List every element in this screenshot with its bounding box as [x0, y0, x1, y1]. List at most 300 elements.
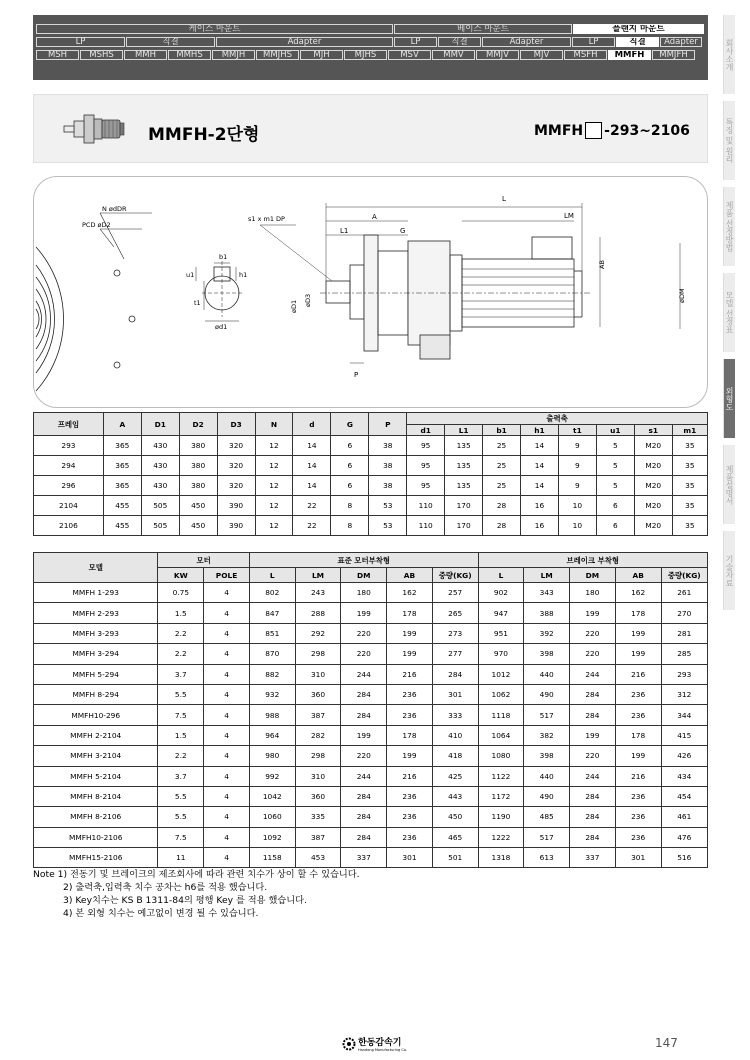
- col-header-kw: KW: [158, 568, 204, 583]
- nav-model-mjhs[interactable]: MJHS: [344, 50, 387, 60]
- table-cell: 12: [255, 496, 293, 516]
- table-cell: 53: [369, 496, 407, 516]
- frame-row: [34, 476, 708, 496]
- label-l: L: [502, 195, 506, 203]
- col-header-d3: D3: [217, 413, 255, 436]
- table-cell: 5.5: [158, 684, 204, 704]
- table-cell: 1222: [478, 827, 524, 847]
- table-cell: 284: [570, 684, 616, 704]
- table-cell: 992: [249, 766, 295, 786]
- nav-model-mshs[interactable]: MSHS: [80, 50, 123, 60]
- col-header-d1: D1: [141, 413, 179, 436]
- table-cell: 236: [615, 807, 661, 827]
- table-cell: 443: [432, 786, 478, 806]
- table-cell: 162: [387, 583, 433, 603]
- nav-sub-direct[interactable]: 직결: [438, 37, 481, 47]
- table-cell: 1060: [249, 807, 295, 827]
- frame-row: [34, 456, 708, 476]
- table-cell: 1122: [478, 766, 524, 786]
- table-cell: 199: [387, 644, 433, 664]
- col-header-std-l: L: [249, 568, 295, 583]
- table-cell: 7.5: [158, 827, 204, 847]
- table-cell: 284: [341, 807, 387, 827]
- table-cell: 14: [293, 436, 331, 456]
- col-header-shaft-u1: u1: [596, 425, 634, 436]
- table-cell: 0.75: [158, 583, 204, 603]
- table-cell: 16: [521, 496, 559, 516]
- table-cell: 1158: [249, 848, 295, 868]
- side-tab-technical[interactable]: 기술자료: [723, 531, 735, 610]
- table-cell: 135: [445, 476, 483, 496]
- table-cell: MMFH15-2106: [34, 848, 158, 868]
- side-tab-manual[interactable]: 제품설명서: [723, 445, 735, 524]
- side-view: [320, 235, 590, 359]
- table-cell: 344: [661, 705, 707, 725]
- table-cell: 8: [331, 516, 369, 536]
- table-cell: 1064: [478, 725, 524, 745]
- table-cell: 301: [387, 848, 433, 868]
- table-cell: 5.5: [158, 786, 204, 806]
- table-cell: 28: [483, 516, 521, 536]
- table-cell: MMFH 5-2104: [34, 766, 158, 786]
- table-cell: 135: [445, 456, 483, 476]
- table-cell: 220: [570, 623, 616, 643]
- nav-model-mmjfh[interactable]: MMJFH: [652, 50, 695, 60]
- label-lm: LM: [564, 212, 574, 220]
- table-cell: 392: [524, 623, 570, 643]
- model-row: [34, 746, 708, 766]
- table-cell: 1092: [249, 827, 295, 847]
- table-cell: 281: [661, 623, 707, 643]
- nav-model-mmfh[interactable]: MMFH: [608, 50, 651, 60]
- table-cell: 410: [432, 725, 478, 745]
- table-cell: 236: [387, 827, 433, 847]
- table-cell: 298: [295, 746, 341, 766]
- table-cell: 390: [217, 516, 255, 536]
- table-cell: 1042: [249, 786, 295, 806]
- table-cell: 450: [432, 807, 478, 827]
- brand-name-en: Handong Manufacturing Co.: [358, 1048, 408, 1052]
- table-cell: 970: [478, 644, 524, 664]
- table-cell: 1318: [478, 848, 524, 868]
- technical-drawing: [33, 176, 708, 408]
- table-cell: 10: [558, 496, 596, 516]
- table-cell: 387: [295, 705, 341, 725]
- table-cell: 170: [445, 516, 483, 536]
- flange-face-view: [36, 247, 135, 391]
- table-cell: 312: [661, 684, 707, 704]
- nav-sub-adapter[interactable]: Adapter: [482, 37, 571, 47]
- label-l1: L1: [340, 227, 349, 235]
- table-cell: 244: [341, 664, 387, 684]
- label-s1-m1-dp: s1 x m1 DP: [248, 215, 285, 223]
- table-cell: MMFH 3-2104: [34, 746, 158, 766]
- nav-model-mmjh[interactable]: MMJH: [212, 50, 255, 60]
- table-cell: 2.2: [158, 746, 204, 766]
- table-cell: 38: [369, 476, 407, 496]
- table-cell: 261: [661, 583, 707, 603]
- table-cell: MMFH10-2106: [34, 827, 158, 847]
- table-cell: 4: [204, 766, 250, 786]
- table-cell: 6: [596, 516, 634, 536]
- table-cell: 3.7: [158, 766, 204, 786]
- table-cell: 4: [204, 848, 250, 868]
- table-cell: 9: [558, 436, 596, 456]
- table-cell: 964: [249, 725, 295, 745]
- table-cell: 517: [524, 827, 570, 847]
- nav-group-flange-mount[interactable]: 플랜지 마운트: [573, 24, 704, 34]
- table-cell: MMFH 2-2104: [34, 725, 158, 745]
- side-tab-selection-table[interactable]: 모델 선정표: [723, 273, 735, 352]
- table-cell: 244: [570, 766, 616, 786]
- table-cell: 199: [615, 746, 661, 766]
- model-nav-bar: [33, 15, 708, 80]
- nav-sub-lp[interactable]: LP: [36, 37, 125, 47]
- table-cell: MMFH 3-293: [34, 623, 158, 643]
- table-cell: MMFH 3-294: [34, 644, 158, 664]
- model-row: [34, 705, 708, 725]
- table-cell: 14: [521, 456, 559, 476]
- table-cell: 10: [558, 516, 596, 536]
- table-cell: 199: [570, 725, 616, 745]
- table-cell: 870: [249, 644, 295, 664]
- table-cell: 35: [672, 476, 707, 496]
- table-cell: 516: [661, 848, 707, 868]
- side-tab-list: [723, 15, 750, 617]
- table-cell: 365: [103, 456, 141, 476]
- table-cell: 284: [432, 664, 478, 684]
- col-header-brake-lm: LM: [524, 568, 570, 583]
- table-cell: 110: [407, 516, 445, 536]
- table-cell: 4: [204, 644, 250, 664]
- table-cell: 244: [570, 664, 616, 684]
- side-tab-company[interactable]: 회사소개: [723, 15, 735, 94]
- col-header-n: N: [255, 413, 293, 436]
- table-cell: 220: [341, 644, 387, 664]
- table-cell: 135: [445, 436, 483, 456]
- nav-sub-direct[interactable]: 직결: [616, 37, 659, 47]
- table-cell: MMFH 8-2106: [34, 807, 158, 827]
- table-cell: 947: [478, 603, 524, 623]
- table-cell: 199: [341, 725, 387, 745]
- table-cell: 243: [295, 583, 341, 603]
- table-cell: 390: [217, 496, 255, 516]
- side-tab-selection-method[interactable]: 제품 선정방법: [723, 187, 735, 266]
- note-line: 4) 본 외형 치수는 예고없이 변경 될 수 있습니다.: [63, 908, 259, 919]
- col-header-a: A: [103, 413, 141, 436]
- table-cell: 25: [483, 436, 521, 456]
- col-header-g: G: [331, 413, 369, 436]
- table-cell: 4: [204, 583, 250, 603]
- table-cell: 284: [570, 827, 616, 847]
- col-header-d: d: [293, 413, 331, 436]
- nav-sub-lp[interactable]: LP: [572, 37, 615, 47]
- note-line: Note 1) 전동기 및 브레이크의 제조회사에 따라 관련 치수가 상이 할 수 있습니다.: [33, 869, 360, 880]
- table-cell: 4: [204, 786, 250, 806]
- table-cell: 1118: [478, 705, 524, 725]
- table-cell: 320: [217, 476, 255, 496]
- table-cell: 285: [661, 644, 707, 664]
- table-cell: 453: [295, 848, 341, 868]
- table-cell: 265: [432, 603, 478, 623]
- model-row: [34, 644, 708, 664]
- table-cell: 320: [217, 436, 255, 456]
- table-cell: 398: [524, 644, 570, 664]
- table-cell: 178: [387, 725, 433, 745]
- model-code-blank-box: [585, 122, 602, 139]
- col-header-std-weight: 중량(KG): [432, 568, 478, 583]
- table-cell: 851: [249, 623, 295, 643]
- table-cell: MMFH10-296: [34, 705, 158, 725]
- frame-dimension-table: [33, 412, 708, 536]
- nav-model-mmjv[interactable]: MMJV: [476, 50, 519, 60]
- table-cell: 12: [255, 436, 293, 456]
- table-cell: 434: [661, 766, 707, 786]
- table-cell: 162: [615, 583, 661, 603]
- table-cell: 95: [407, 456, 445, 476]
- table-cell: M20: [634, 476, 672, 496]
- table-cell: 4: [204, 623, 250, 643]
- nav-model-mmhs[interactable]: MMHS: [168, 50, 211, 60]
- table-cell: 517: [524, 705, 570, 725]
- label-a: A: [372, 213, 377, 221]
- table-cell: 440: [524, 766, 570, 786]
- table-cell: 236: [615, 705, 661, 725]
- table-cell: 4: [204, 827, 250, 847]
- table-cell: 426: [661, 746, 707, 766]
- table-cell: 450: [179, 516, 217, 536]
- table-cell: 365: [103, 436, 141, 456]
- table-cell: 310: [295, 664, 341, 684]
- table-cell: 360: [295, 786, 341, 806]
- col-header-model: 모델: [34, 553, 158, 583]
- table-cell: 1.5: [158, 603, 204, 623]
- table-cell: 270: [661, 603, 707, 623]
- table-cell: 6: [331, 436, 369, 456]
- table-cell: 38: [369, 456, 407, 476]
- table-cell: 284: [341, 705, 387, 725]
- table-cell: 14: [293, 476, 331, 496]
- table-cell: 988: [249, 705, 295, 725]
- table-cell: 199: [341, 603, 387, 623]
- table-cell: 505: [141, 496, 179, 516]
- col-header-pole: POLE: [204, 568, 250, 583]
- table-cell: 388: [524, 603, 570, 623]
- table-cell: 2.2: [158, 623, 204, 643]
- table-cell: 216: [615, 664, 661, 684]
- table-cell: 35: [672, 436, 707, 456]
- table-cell: 613: [524, 848, 570, 868]
- table-cell: 5: [596, 456, 634, 476]
- table-cell: 847: [249, 603, 295, 623]
- model-code-prefix: MMFH: [534, 122, 584, 139]
- table-cell: 380: [179, 436, 217, 456]
- model-code: [534, 122, 690, 139]
- table-cell: 310: [295, 766, 341, 786]
- table-cell: 2.2: [158, 644, 204, 664]
- col-header-brake-dm: DM: [570, 568, 616, 583]
- table-cell: 12: [255, 456, 293, 476]
- table-cell: 301: [615, 848, 661, 868]
- table-cell: 11: [158, 848, 204, 868]
- frame-row: [34, 496, 708, 516]
- frame-table-body: [34, 436, 708, 536]
- table-cell: 2106: [34, 516, 104, 536]
- table-cell: 5.5: [158, 807, 204, 827]
- table-cell: 6: [596, 496, 634, 516]
- table-cell: 4: [204, 746, 250, 766]
- table-cell: 398: [524, 746, 570, 766]
- col-header-shaft-s1: s1: [634, 425, 672, 436]
- nav-model-mmv[interactable]: MMV: [432, 50, 475, 60]
- table-cell: 216: [387, 664, 433, 684]
- table-cell: 35: [672, 496, 707, 516]
- model-row: [34, 786, 708, 806]
- nav-sub-lp[interactable]: LP: [394, 37, 437, 47]
- table-cell: 6: [331, 456, 369, 476]
- table-cell: 337: [570, 848, 616, 868]
- frame-row: [34, 516, 708, 536]
- table-cell: MMFH 8-2104: [34, 786, 158, 806]
- side-tab-features[interactable]: 특징 및 원리: [723, 101, 735, 180]
- table-cell: 501: [432, 848, 478, 868]
- table-cell: 236: [615, 827, 661, 847]
- note-line: 3) Key치수는 KS B 1311-84의 평행 Key 를 적용 했습니다.: [63, 895, 307, 906]
- table-cell: 170: [445, 496, 483, 516]
- table-cell: 199: [570, 603, 616, 623]
- table-cell: M20: [634, 436, 672, 456]
- table-cell: 3.7: [158, 664, 204, 684]
- nav-model-msfh[interactable]: MSFH: [564, 50, 607, 60]
- table-cell: 282: [295, 725, 341, 745]
- table-cell: 902: [478, 583, 524, 603]
- model-row: [34, 807, 708, 827]
- table-cell: 216: [615, 766, 661, 786]
- col-group-output-shaft: 출력축: [407, 413, 708, 425]
- table-cell: 236: [387, 807, 433, 827]
- note-line: 2) 출력축,입력축 치수 공차는 h6를 적용 했습니다.: [63, 882, 268, 893]
- table-cell: MMFH 2-293: [34, 603, 158, 623]
- model-table-body: [34, 583, 708, 868]
- col-header-brake-l: L: [478, 568, 524, 583]
- nav-model-mmh[interactable]: MMH: [124, 50, 167, 60]
- side-tab-dimensions[interactable]: 외형도: [723, 359, 735, 438]
- table-cell: 387: [295, 827, 341, 847]
- col-header-shaft-b1: b1: [483, 425, 521, 436]
- table-cell: 284: [570, 786, 616, 806]
- table-cell: 236: [615, 684, 661, 704]
- table-cell: 343: [524, 583, 570, 603]
- table-cell: 505: [141, 516, 179, 536]
- table-cell: 284: [341, 786, 387, 806]
- table-cell: 14: [521, 436, 559, 456]
- label-b1: b1: [219, 253, 228, 261]
- table-cell: 4: [204, 603, 250, 623]
- label-g: G: [400, 227, 406, 235]
- table-cell: M20: [634, 496, 672, 516]
- table-cell: MMFH 1-293: [34, 583, 158, 603]
- table-cell: MMFH 8-294: [34, 684, 158, 704]
- table-cell: 5: [596, 476, 634, 496]
- table-cell: 298: [295, 644, 341, 664]
- col-header-shaft-h1: h1: [521, 425, 559, 436]
- col-header-shaft-l1: L1: [445, 425, 483, 436]
- model-row: [34, 848, 708, 868]
- table-cell: 430: [141, 456, 179, 476]
- table-cell: 2104: [34, 496, 104, 516]
- table-cell: 273: [432, 623, 478, 643]
- table-cell: 22: [293, 496, 331, 516]
- nav-sub-adapter[interactable]: Adapter: [216, 37, 393, 47]
- table-cell: 1012: [478, 664, 524, 684]
- col-header-brake-ab: AB: [615, 568, 661, 583]
- nav-group-case-mount[interactable]: 케이스 마운트: [36, 24, 393, 34]
- table-cell: 284: [570, 705, 616, 725]
- table-cell: 5: [596, 436, 634, 456]
- table-cell: 294: [34, 456, 104, 476]
- nav-sub-adapter[interactable]: Adapter: [660, 37, 702, 47]
- table-cell: 35: [672, 456, 707, 476]
- table-cell: 365: [103, 476, 141, 496]
- nav-model-mjv[interactable]: MJV: [520, 50, 563, 60]
- label-dm: øDM: [678, 288, 686, 303]
- nav-model-mjh[interactable]: MJH: [300, 50, 343, 60]
- table-cell: 430: [141, 476, 179, 496]
- table-cell: 380: [179, 476, 217, 496]
- label-u1: u1: [186, 271, 195, 279]
- table-cell: 337: [341, 848, 387, 868]
- table-cell: 199: [387, 623, 433, 643]
- shaft-end-view: [196, 261, 242, 321]
- table-cell: 9: [558, 476, 596, 496]
- col-header-frame: 프레임: [34, 413, 104, 436]
- table-cell: 16: [521, 516, 559, 536]
- nav-model-mmjhs[interactable]: MMJHS: [256, 50, 299, 60]
- page-title: MMFH-2단형: [148, 125, 260, 145]
- table-cell: 178: [615, 725, 661, 745]
- model-row: [34, 603, 708, 623]
- col-group-standard-motor: 표준 모터부착형: [249, 553, 478, 568]
- label-d1-shaft: øD1: [290, 299, 298, 313]
- table-cell: 277: [432, 644, 478, 664]
- table-cell: 220: [341, 623, 387, 643]
- nav-sub-direct[interactable]: 직결: [126, 37, 215, 47]
- nav-group-base-mount[interactable]: 베이스 마운트: [394, 24, 572, 34]
- table-cell: 284: [341, 827, 387, 847]
- table-cell: 220: [570, 644, 616, 664]
- table-cell: 4: [204, 725, 250, 745]
- table-cell: 454: [661, 786, 707, 806]
- table-cell: 455: [103, 516, 141, 536]
- table-cell: 257: [432, 583, 478, 603]
- model-row: [34, 623, 708, 643]
- product-header: [33, 94, 708, 163]
- col-header-shaft-m1: m1: [672, 425, 707, 436]
- table-cell: 461: [661, 807, 707, 827]
- table-cell: 490: [524, 684, 570, 704]
- table-cell: 53: [369, 516, 407, 536]
- table-cell: 1062: [478, 684, 524, 704]
- table-cell: 415: [661, 725, 707, 745]
- col-header-std-dm: DM: [341, 568, 387, 583]
- notes: [33, 868, 360, 920]
- table-cell: 220: [341, 746, 387, 766]
- table-cell: 25: [483, 456, 521, 476]
- nav-model-msv[interactable]: MSV: [388, 50, 431, 60]
- table-cell: 882: [249, 664, 295, 684]
- nav-model-msh[interactable]: MSH: [36, 50, 79, 60]
- dimension-drawing: [34, 177, 708, 408]
